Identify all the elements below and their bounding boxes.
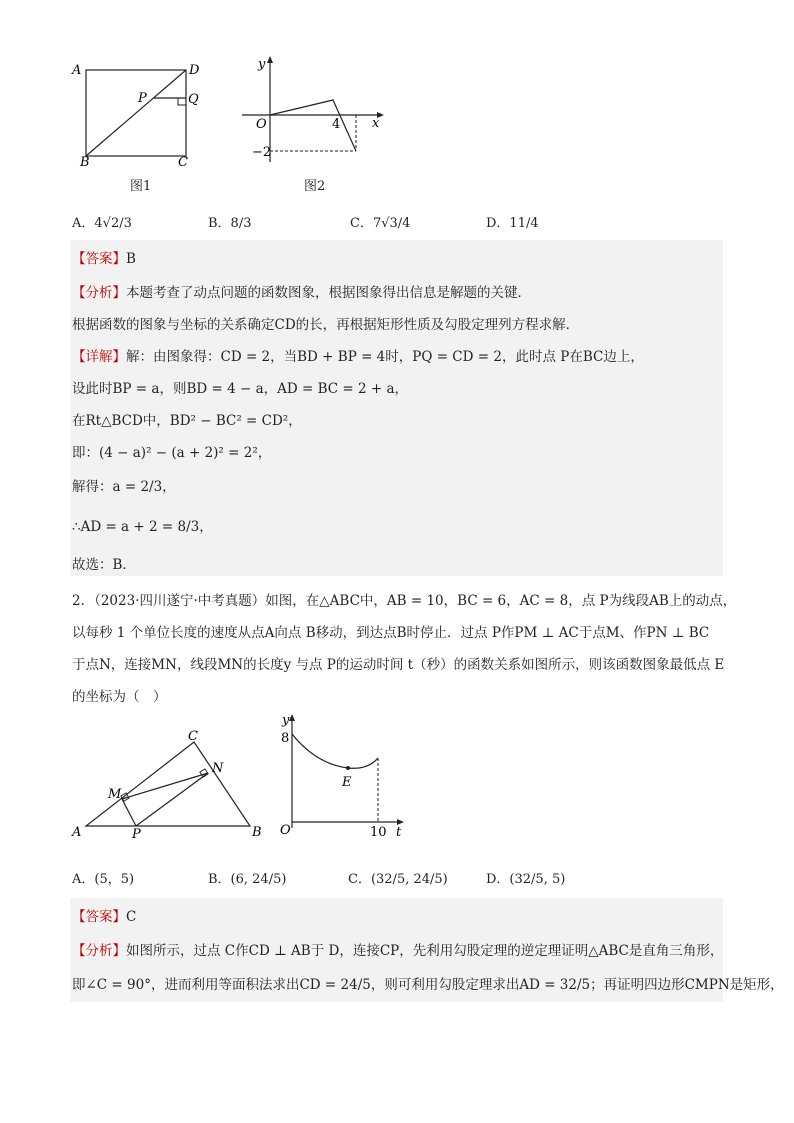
q2-graph-figure bbox=[276, 712, 412, 840]
label-Q: Q bbox=[188, 92, 199, 107]
q1-detail-line-2: 设此时BP = a，则BD = 4 − a，AD = BC = 2 + a， bbox=[72, 381, 409, 397]
label-x: x bbox=[372, 116, 380, 131]
tri-label-B: B bbox=[252, 825, 262, 840]
answer-tag: 【答案】 bbox=[72, 251, 126, 267]
tri-label-A: A bbox=[72, 825, 82, 840]
q1-analysis-line-1 bbox=[72, 281, 531, 301]
tri-label-P: P bbox=[132, 827, 141, 840]
figure-1 bbox=[70, 58, 210, 168]
q2-stem-line-2: 以每秒 1 个单位长度的速度从点A向点 B移动，到达点B时停止．过点 P作PM ⊥ AC于点M、作PN ⊥ BC bbox=[72, 625, 710, 641]
analysis-tag: 【分析】 bbox=[72, 943, 126, 959]
detail-tag: 【详解】 bbox=[72, 349, 126, 365]
q2-analysis-line-2: 即∠C = 90°，进而利用等面积法求出CD = 24/5，则可利用勾股定理求出AD = 32/5；再证明四边形CMPN是矩形， bbox=[72, 977, 784, 993]
analysis-tag: 【分析】 bbox=[72, 285, 126, 301]
q1-detail-line-6: ∴AD = a + 2 = 8/3， bbox=[72, 519, 213, 535]
graph-label-E: E bbox=[342, 775, 352, 790]
function-graph bbox=[270, 100, 356, 151]
diagonal-bd bbox=[86, 70, 186, 156]
graph-label-O: O bbox=[280, 823, 291, 838]
tri-label-N: N bbox=[212, 761, 224, 776]
q1-detail-line-1 bbox=[72, 345, 644, 365]
segment-pn bbox=[136, 773, 208, 826]
figure-1-caption: 图1 bbox=[130, 179, 152, 194]
graph-label-8: 8 bbox=[281, 731, 290, 746]
right-angle-mark bbox=[178, 98, 186, 105]
q1-answer bbox=[72, 247, 136, 267]
q1-option-a[interactable]: A．4√2/3 bbox=[72, 216, 132, 231]
q1-option-b[interactable]: B．8/3 bbox=[208, 216, 252, 231]
q2-options bbox=[72, 868, 732, 888]
label-D: D bbox=[189, 63, 200, 78]
q1-detail-line-7: 故选：B． bbox=[72, 557, 136, 573]
y-axis-arrow bbox=[267, 56, 273, 63]
label-neg2: −2 bbox=[252, 145, 272, 160]
q2-option-b[interactable]: B．(6, 24/5) bbox=[208, 872, 287, 887]
q2-stem-line-4: 的坐标为（ ） bbox=[72, 689, 167, 705]
q2-triangle-drawing bbox=[70, 728, 270, 840]
figure-2-drawing bbox=[238, 54, 388, 166]
q1-detail-line-4: 即：(4 − a)² − (a + 2)² = 2²， bbox=[72, 445, 272, 461]
q2-stem-line-1: 2．（2023·四川遂宁·中考真题）如图，在△ABC中，AB = 10，BC = 6，AC = 8，点 P为线段AB上的动点， bbox=[72, 593, 737, 609]
q1-option-c[interactable]: C．7√3/4 bbox=[350, 216, 411, 231]
label-C: C bbox=[178, 155, 188, 168]
answer-value: C bbox=[126, 909, 137, 925]
label-A: A bbox=[72, 63, 82, 78]
triangle-abc bbox=[86, 742, 250, 826]
label-P: P bbox=[138, 91, 147, 106]
q2-analysis-line-1 bbox=[72, 939, 723, 959]
q2-graph-drawing bbox=[276, 712, 412, 840]
tri-label-M: M bbox=[108, 787, 122, 802]
q2-answer bbox=[72, 905, 136, 925]
label-B: B bbox=[80, 155, 90, 168]
tri-label-C: C bbox=[188, 729, 198, 744]
answer-value: B bbox=[126, 251, 136, 267]
analysis-text: 本题考查了动点问题的函数图象，根据图象得出信息是解题的关键． bbox=[126, 285, 531, 301]
figure-2-caption: 图2 bbox=[304, 179, 326, 194]
q2-triangle-figure bbox=[70, 728, 270, 840]
q1-detail-line-3: 在Rt△BCD中，BD² − BC² = CD²， bbox=[72, 413, 302, 429]
q2-stem-line-3: 于点N，连接MN，线段MN的长度y 与点 P的运动时间 t（秒）的函数关系如图所示，则该函数图象最低点 E bbox=[72, 657, 725, 673]
analysis-text: 如图所示，过点 C作CD ⊥ AB于 D，连接CP，先利用勾股定理的逆定理证明△ABC是直角三角形， bbox=[126, 943, 724, 959]
q1-options bbox=[72, 212, 732, 232]
q1-detail-line-5: 解得：a = 2/3， bbox=[72, 479, 176, 495]
graph-label-t: t bbox=[396, 825, 402, 840]
label-4: 4 bbox=[332, 117, 341, 132]
graph-label-y: y bbox=[282, 713, 290, 728]
q2-option-c[interactable]: C．(32/5, 24/5) bbox=[348, 872, 448, 887]
q2-option-d[interactable]: D．(32/5, 5) bbox=[486, 872, 566, 887]
figure-1-drawing bbox=[70, 58, 210, 168]
label-y: y bbox=[258, 57, 266, 72]
detail-text: 解：由图象得：CD = 2，当BD + BP = 4时，PQ = CD = 2，此时点 P在BC边上， bbox=[126, 349, 644, 365]
figure-2 bbox=[238, 54, 388, 166]
segment-pm bbox=[122, 799, 136, 826]
q2-option-a[interactable]: A．(5，5) bbox=[72, 872, 135, 887]
graph-label-10: 10 bbox=[370, 825, 387, 840]
point-E bbox=[346, 766, 350, 770]
q1-analysis-line-2: 根据函数的图象与坐标的关系确定CD的长，再根据矩形性质及勾股定理列方程求解． bbox=[72, 317, 580, 333]
graph-curve bbox=[292, 734, 378, 768]
q1-option-d[interactable]: D．11/4 bbox=[486, 216, 539, 231]
label-O: O bbox=[256, 117, 267, 132]
segment-mn bbox=[122, 773, 208, 799]
answer-tag: 【答案】 bbox=[72, 909, 126, 925]
graph-y-arrow bbox=[289, 714, 295, 721]
